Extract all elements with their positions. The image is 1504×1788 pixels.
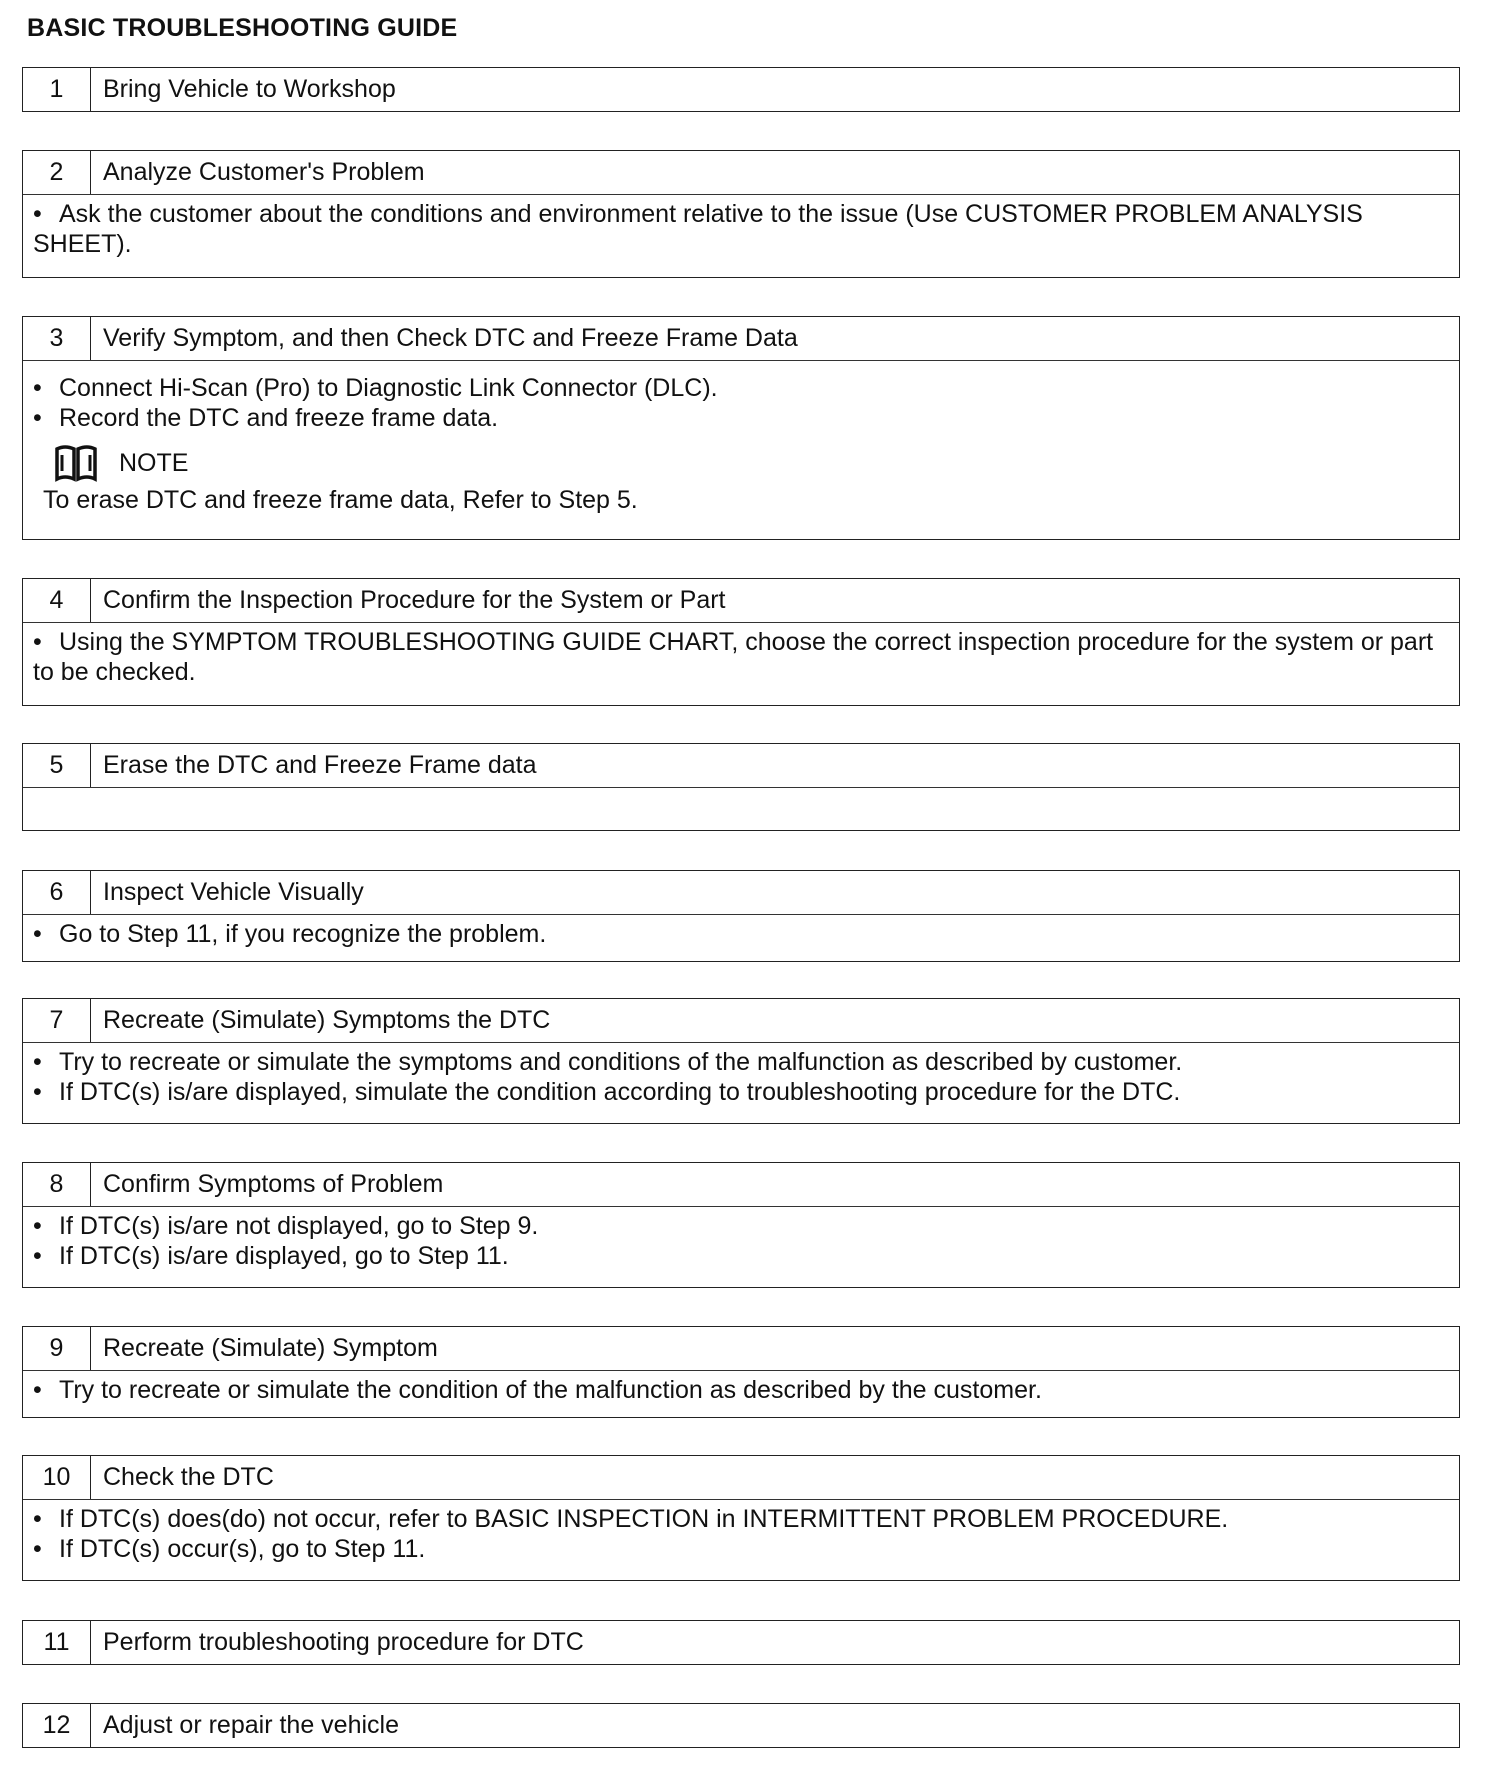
- step-title: Recreate (Simulate) Symptom: [103, 1334, 438, 1362]
- step-title: Confirm the Inspection Procedure for the System or Part: [103, 586, 726, 614]
- step-title: Verify Symptom, and then Check DTC and Freeze Frame Data: [103, 324, 798, 352]
- step-2: [22, 150, 1460, 278]
- step-4: [22, 578, 1460, 706]
- step-number: 4: [23, 579, 91, 622]
- step-1: [22, 67, 1460, 112]
- book-icon: [53, 443, 99, 483]
- step-6: [22, 870, 1460, 962]
- step-number: 5: [23, 744, 91, 787]
- step-title: Confirm Symptoms of Problem: [103, 1170, 444, 1198]
- step-number: 8: [23, 1163, 91, 1206]
- step-12: [22, 1703, 1460, 1748]
- step-9: [22, 1326, 1460, 1418]
- note-header: [53, 443, 1447, 483]
- step-title: Analyze Customer's Problem: [103, 158, 425, 186]
- step-description: • Ask the customer about the conditions and environment relative to the issue (Use CUSTOMER PROBLEM ANALYSIS SHEET).: [33, 200, 1363, 258]
- list-item: • Go to Step 11, if you recognize the problem.: [33, 920, 547, 948]
- list-item: • Try to recreate or simulate the condition of the malfunction as described by the customer.: [33, 1376, 1042, 1404]
- step-title: Erase the DTC and Freeze Frame data: [103, 751, 537, 779]
- step-title: Bring Vehicle to Workshop: [103, 75, 396, 103]
- list-item: • If DTC(s) is/are not displayed, go to Step 9.: [33, 1212, 539, 1240]
- step-10: [22, 1455, 1460, 1581]
- step-title: Perform troubleshooting procedure for DTC: [103, 1628, 584, 1656]
- step-number: 10: [23, 1456, 91, 1499]
- step-title: Adjust or repair the vehicle: [103, 1711, 399, 1739]
- step-title: Inspect Vehicle Visually: [103, 878, 364, 906]
- list-item: • Try to recreate or simulate the symptoms and conditions of the malfunction as described by customer.: [33, 1048, 1183, 1076]
- step-11: [22, 1620, 1460, 1665]
- step-number: 2: [23, 151, 91, 194]
- step-number: 6: [23, 871, 91, 914]
- list-item: • Connect Hi-Scan (Pro) to Diagnostic Link Connector (DLC).: [33, 374, 718, 402]
- step-7: [22, 998, 1460, 1124]
- step-5: [22, 743, 1460, 831]
- step-number: 12: [23, 1704, 91, 1747]
- step-number: 9: [23, 1327, 91, 1370]
- list-item: • Record the DTC and freeze frame data.: [33, 404, 499, 432]
- page-title: BASIC TROUBLESHOOTING GUIDE: [27, 14, 458, 42]
- step-title: Recreate (Simulate) Symptoms the DTC: [103, 1006, 551, 1034]
- step-8: [22, 1162, 1460, 1288]
- step-number: 11: [23, 1621, 91, 1664]
- step-number: 1: [23, 68, 91, 111]
- list-item: • If DTC(s) is/are displayed, go to Step 11.: [33, 1242, 509, 1270]
- list-item: • If DTC(s) occur(s), go to Step 11.: [33, 1535, 426, 1563]
- step-number: 7: [23, 999, 91, 1042]
- step-description: • Using the SYMPTOM TROUBLESHOOTING GUIDE CHART, choose the correct inspection procedure for the system or part to be checked.: [33, 628, 1434, 686]
- step-title: Check the DTC: [103, 1463, 274, 1491]
- list-item: • If DTC(s) is/are displayed, simulate the condition according to troubleshooting procedure for the DTC.: [33, 1078, 1181, 1106]
- step-3: [22, 316, 1460, 540]
- note-label: NOTE: [119, 449, 189, 477]
- list-item: • If DTC(s) does(do) not occur, refer to BASIC INSPECTION in INTERMITTENT PROBLEM PROCEDURE.: [33, 1505, 1229, 1533]
- note-text: To erase DTC and freeze frame data, Refer to Step 5.: [43, 486, 638, 514]
- step-number: 3: [23, 317, 91, 360]
